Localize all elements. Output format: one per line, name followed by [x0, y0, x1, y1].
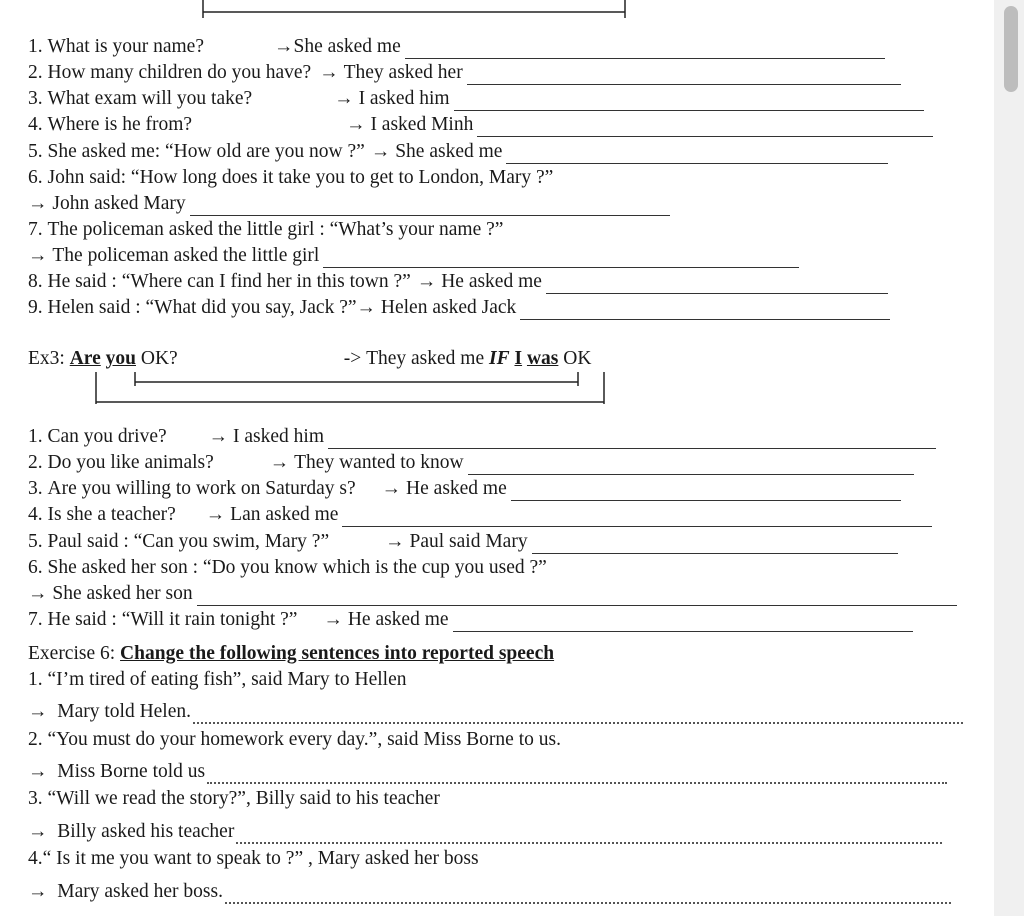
- ex6-item-2-answer: [28, 760, 947, 784]
- answer-lead: She asked her son: [52, 583, 193, 604]
- question-text: Helen said : “What did you say, Jack ?”: [47, 297, 357, 318]
- ex2-item-7: [28, 218, 503, 242]
- arrow-icon: →: [319, 62, 339, 83]
- question-text: “I’m tired of eating fish”, said Mary to Hellen: [47, 669, 407, 690]
- question-text: “You must do your homework every day.”, said Miss Borne to us.: [47, 729, 561, 750]
- example-reported-lead: They asked me: [366, 348, 485, 369]
- item-number: 2.: [28, 729, 43, 750]
- arrow-icon: →: [356, 297, 377, 318]
- ex2-item-8: [28, 270, 888, 294]
- arrow-icon: →: [28, 881, 48, 902]
- answer-blank[interactable]: [467, 66, 901, 85]
- example-word-are: Are: [69, 348, 101, 369]
- item-number: 9.: [28, 297, 43, 318]
- arrow-icon: →: [370, 141, 391, 162]
- arrow-icon: →: [28, 701, 48, 722]
- question-text: She asked her son : “Do you know which is the cup you used ?”: [47, 557, 547, 578]
- item-number: 1.: [28, 426, 43, 447]
- answer-blank[interactable]: [511, 482, 901, 501]
- ex2-item-2: [28, 61, 901, 85]
- question-text: Paul said : “Can you swim, Mary ?”: [47, 531, 330, 552]
- arrow-icon: →: [208, 426, 229, 447]
- arrow-icon: →: [28, 245, 48, 266]
- ex2-item-3: [28, 87, 924, 111]
- answer-dotted-line[interactable]: [193, 706, 963, 724]
- arrow-icon: →: [205, 504, 226, 525]
- item-number: 6.: [28, 557, 43, 578]
- ex2-item-9: [28, 296, 890, 320]
- item-number: 6.: [28, 167, 43, 188]
- answer-dotted-line[interactable]: [236, 826, 942, 844]
- ex6-item-1-answer: [28, 700, 963, 724]
- example-word-i: I: [514, 348, 523, 369]
- answer-lead: They asked her: [343, 62, 463, 83]
- question-text: How many children do you have?: [47, 62, 312, 83]
- answer-lead: They wanted to know: [294, 452, 464, 473]
- answer-lead: Lan asked me: [230, 504, 339, 525]
- arrow-icon: →: [323, 609, 343, 630]
- question-text: “ Is it me you want to speak to ?” , Mary asked her boss: [42, 848, 479, 869]
- answer-blank[interactable]: [197, 587, 957, 606]
- item-number: 3.: [28, 478, 43, 499]
- answer-lead: Mary asked her boss.: [57, 881, 223, 902]
- question-text: He said : “Will it rain tonight ?”: [47, 609, 298, 630]
- ex3-item-5: [28, 530, 898, 554]
- ex6-item-4: [28, 847, 479, 871]
- answer-lead: I asked him: [358, 88, 450, 109]
- question-text: “Will we read the story?”, Billy said to his teacher: [47, 788, 440, 809]
- question-text: What exam will you take?: [47, 88, 253, 109]
- item-number: 3.: [28, 88, 43, 109]
- answer-lead: I asked Minh: [370, 114, 474, 135]
- example-word-if: IF: [489, 348, 510, 369]
- answer-blank[interactable]: [532, 535, 898, 554]
- item-number: 5.: [28, 141, 43, 162]
- answer-blank[interactable]: [190, 197, 670, 216]
- arrow-icon: →: [346, 114, 366, 135]
- answer-dotted-line[interactable]: [225, 886, 951, 904]
- ex6-item-3: [28, 787, 440, 811]
- ex3-item-7: [28, 608, 913, 632]
- answer-lead: Billy asked his teacher: [57, 821, 235, 842]
- ex3-item-2: [28, 451, 914, 475]
- arrow-icon: →: [385, 531, 405, 552]
- ex2-item-1: [28, 35, 885, 59]
- item-number: 2.: [28, 452, 43, 473]
- ex2-item-7-answer: [28, 244, 799, 268]
- item-number: 7.: [28, 219, 43, 240]
- question-text: What is your name?: [47, 36, 204, 57]
- answer-dotted-line[interactable]: [207, 766, 947, 784]
- answer-blank[interactable]: [468, 456, 914, 475]
- arrow-icon: →: [28, 193, 48, 214]
- question-text: He said : “Where can I find her in this town ?”: [47, 271, 411, 292]
- ex3-item-4: [28, 503, 932, 527]
- arrow-icon: →: [334, 88, 354, 109]
- scrollbar-thumb[interactable]: [1004, 6, 1018, 92]
- example-swap-brackets: [90, 370, 620, 410]
- ex3-item-1: [28, 425, 936, 449]
- answer-blank[interactable]: [477, 118, 933, 137]
- ex2-item-6-answer: [28, 192, 670, 216]
- ex2-item-5: [28, 140, 888, 164]
- answer-lead: Mary told Helen.: [57, 701, 192, 722]
- ex3-item-6: [28, 556, 547, 580]
- answer-lead: Helen asked Jack: [380, 297, 517, 318]
- answer-lead: He asked me: [406, 478, 507, 499]
- question-text: Are you willing to work on Saturday s?: [47, 478, 356, 499]
- example-word-was: was: [526, 348, 559, 369]
- answer-blank[interactable]: [342, 508, 932, 527]
- exercise-label: Exercise 6:: [28, 643, 116, 664]
- question-text: Is she a teacher?: [47, 504, 176, 525]
- ex6-item-4-answer: [28, 880, 951, 904]
- arrow-icon: →: [269, 452, 290, 473]
- arrow-icon: →: [416, 271, 437, 292]
- answer-lead: He asked me: [347, 609, 449, 630]
- exercise-title: Change the following sentences into reported speech: [120, 643, 555, 664]
- answer-blank[interactable]: [520, 301, 890, 320]
- item-number: 1.: [28, 36, 43, 57]
- question-text: Where is he from?: [47, 114, 193, 135]
- question-text: Can you drive?: [47, 426, 167, 447]
- ex3-item-6-answer: [28, 582, 957, 606]
- arrow-icon: →: [381, 478, 402, 499]
- item-number: 7.: [28, 609, 43, 630]
- answer-lead: I asked him: [233, 426, 324, 447]
- ex2-item-4: [28, 113, 933, 137]
- item-number: 1.: [28, 669, 43, 690]
- answer-blank[interactable]: [454, 92, 924, 111]
- answer-lead: John asked Mary: [52, 193, 186, 214]
- question-text: John said: “How long does it take you to get to London, Mary ?”: [47, 167, 554, 188]
- ex6-heading: [28, 642, 554, 666]
- answer-lead: Miss Borne told us: [57, 761, 206, 782]
- arrow-icon: →: [274, 36, 294, 57]
- arrow-icon: →: [28, 583, 48, 604]
- item-number: 5.: [28, 531, 43, 552]
- answer-blank[interactable]: [546, 275, 888, 294]
- ex6-item-3-answer: [28, 820, 942, 844]
- answer-blank[interactable]: [323, 249, 799, 268]
- answer-blank[interactable]: [506, 145, 888, 164]
- top-bracket-lines: [195, 0, 635, 20]
- arrow-icon: ->: [343, 348, 362, 369]
- item-number: 8.: [28, 271, 43, 292]
- answer-lead: She asked me: [293, 36, 401, 57]
- question-text: Do you like animals?: [47, 452, 214, 473]
- answer-blank[interactable]: [328, 430, 936, 449]
- answer-lead: Paul said Mary: [409, 531, 528, 552]
- exercise-label: Ex3:: [28, 348, 65, 369]
- item-number: 4.: [28, 848, 43, 869]
- example-word-ok-reported: OK: [563, 348, 592, 369]
- item-number: 4.: [28, 114, 43, 135]
- ex3-item-3: [28, 477, 901, 501]
- example-word-you: you: [105, 348, 136, 369]
- ex2-item-6: [28, 166, 553, 190]
- item-number: 2.: [28, 62, 43, 83]
- ex6-item-2: [28, 728, 561, 752]
- ex3-example: [28, 347, 591, 371]
- ex6-item-1: [28, 668, 407, 692]
- question-text: She asked me: “How old are you now ?”: [47, 141, 365, 162]
- answer-blank[interactable]: [405, 40, 885, 59]
- answer-blank[interactable]: [453, 613, 913, 632]
- answer-lead: The policeman asked the little girl: [52, 245, 320, 266]
- vertical-scrollbar[interactable]: [994, 0, 1024, 916]
- item-number: 3.: [28, 788, 43, 809]
- item-number: 4.: [28, 504, 43, 525]
- arrow-icon: →: [28, 821, 48, 842]
- example-word-ok: OK?: [140, 348, 178, 369]
- answer-lead: She asked me: [395, 141, 503, 162]
- question-text: The policeman asked the little girl : “What’s your name ?”: [47, 219, 504, 240]
- arrow-icon: →: [28, 761, 48, 782]
- answer-lead: He asked me: [441, 271, 542, 292]
